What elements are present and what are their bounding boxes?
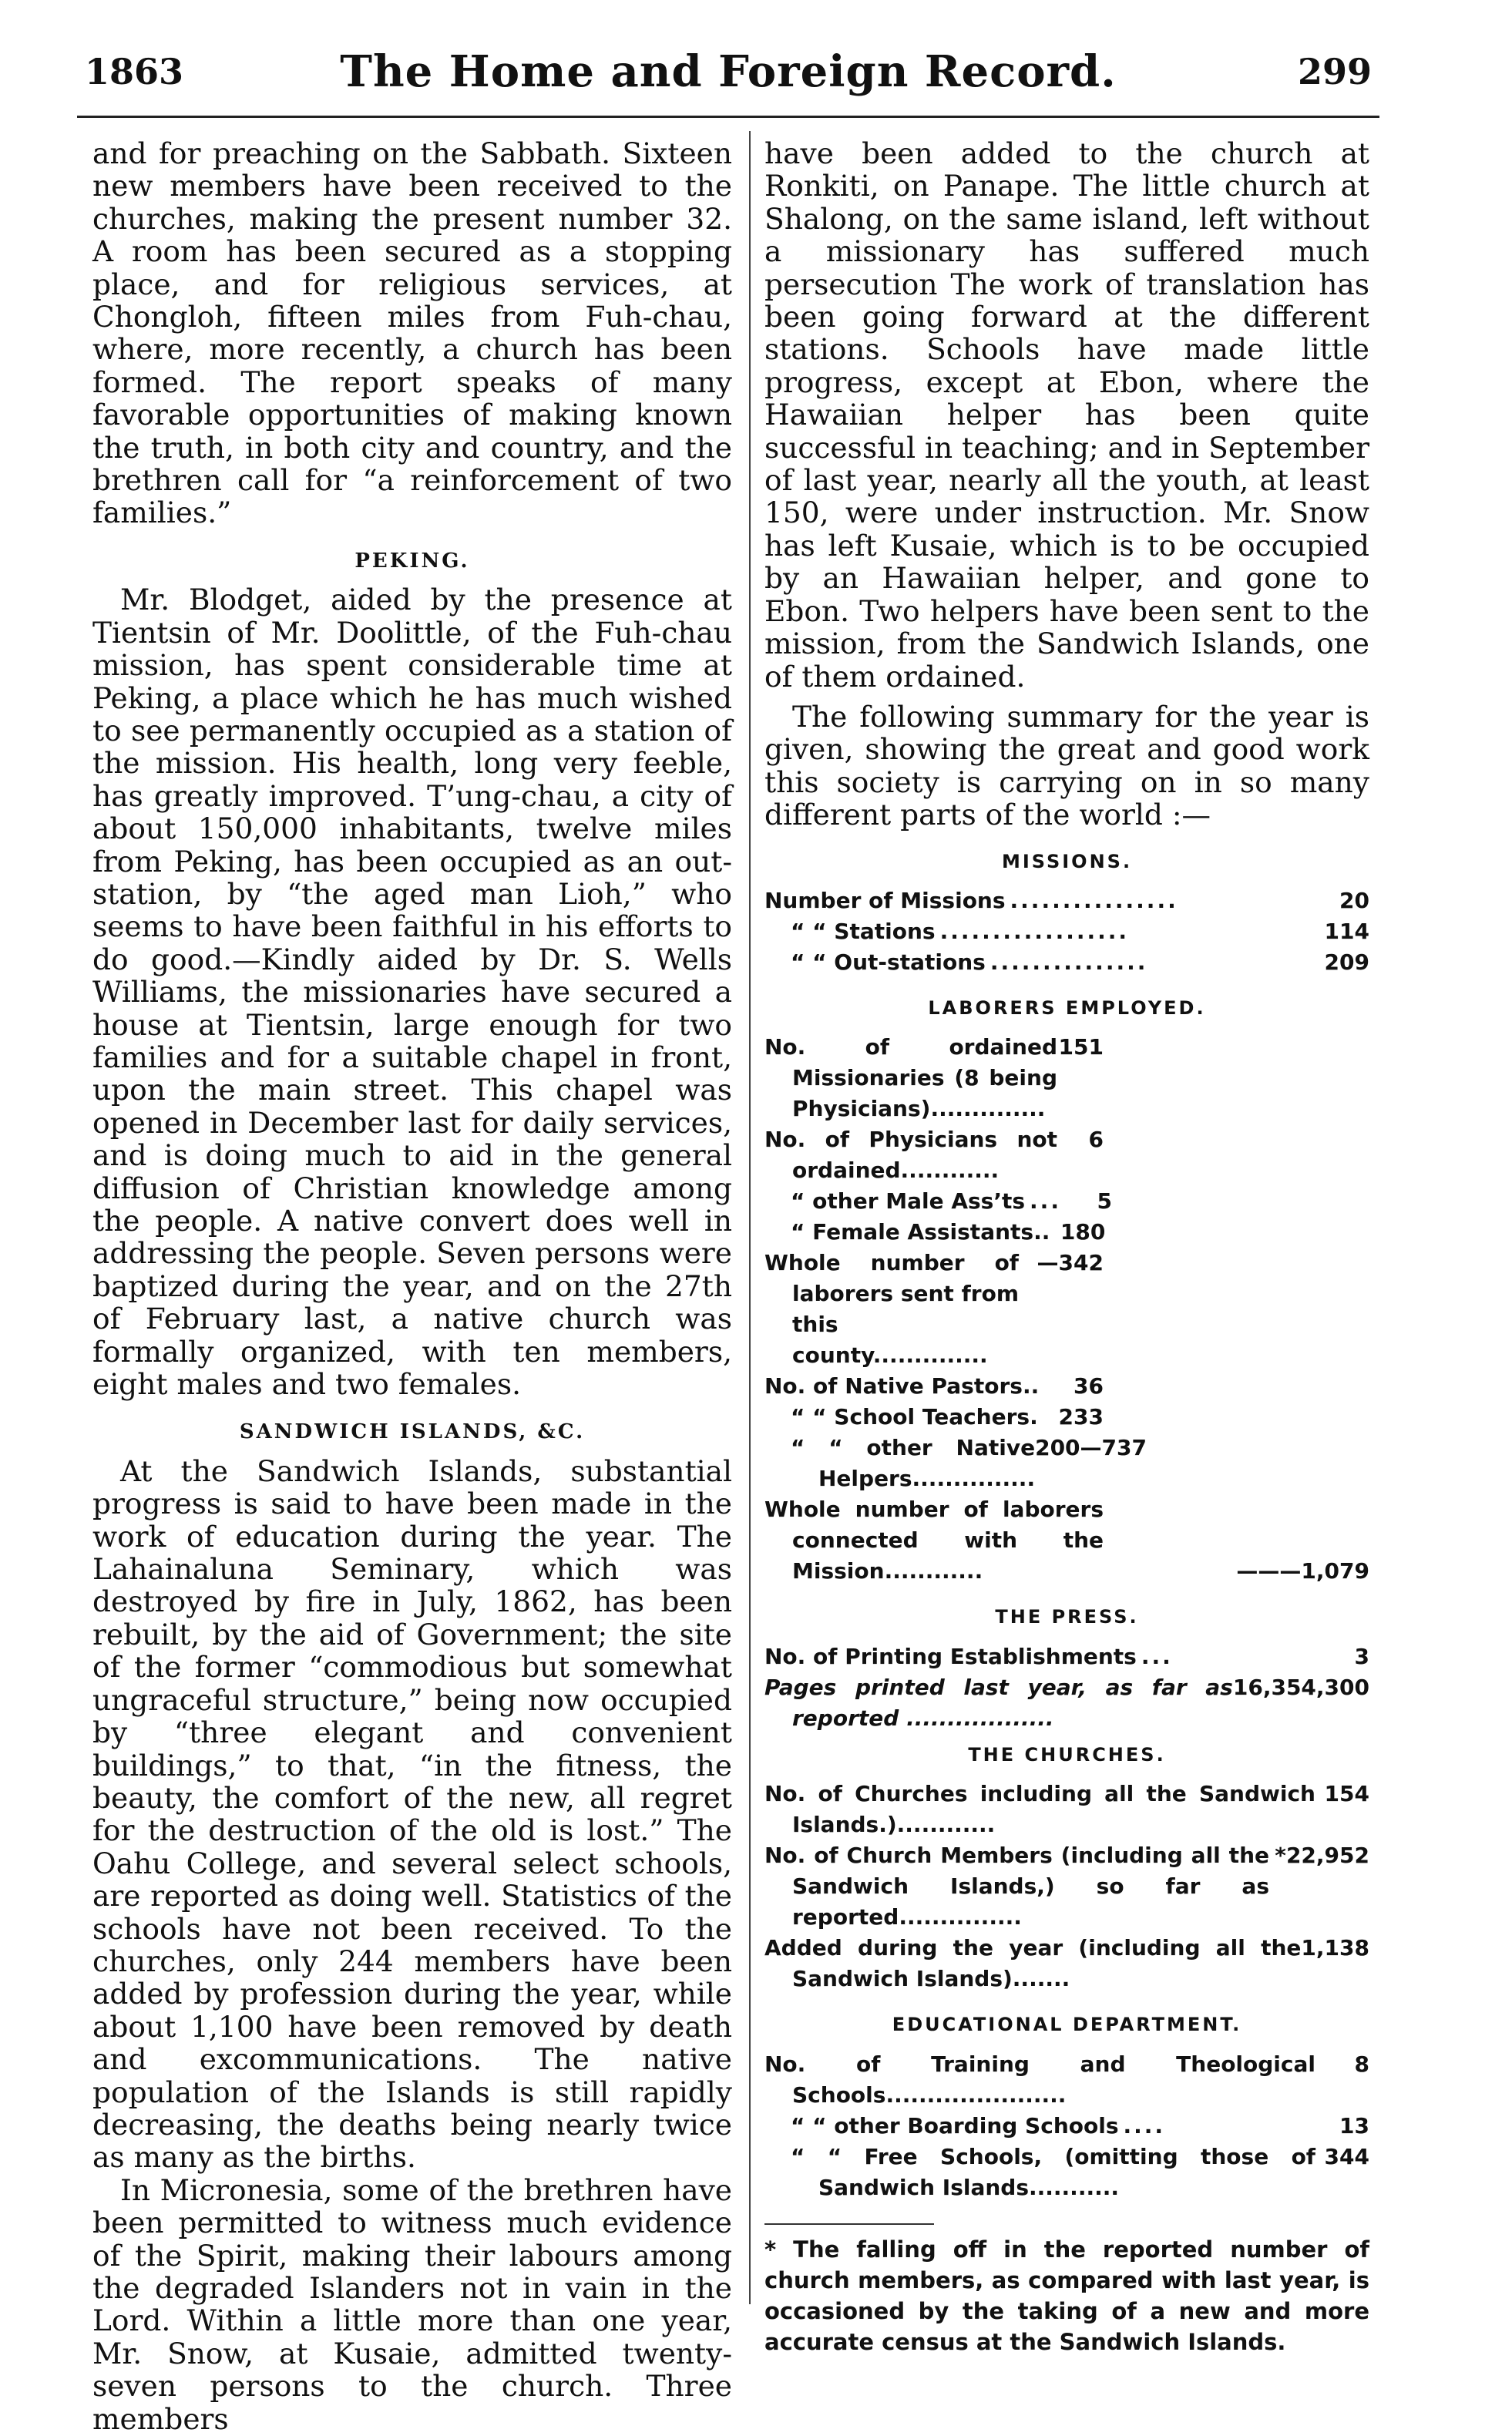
education-table [764,2049,1369,2203]
stat-value: 200—737 [1035,1435,1147,1461]
leader-dots: ............... [912,1466,1036,1492]
header-rule [77,116,1379,118]
paragraph-sandwich-islands: At the Sandwich Islands, substantial progress is said to have been made in the work of education during the year. The Lahainaluna Seminary, which was destroyed by fire in July, 1862, has been rebuilt, by the aid of Government; the site of the former “commodious but somewhat ungraceful structure,” being now occupied by “three elegant and convenient buildings,” to that, “in the fitness, the beauty, the comfort of the new, all regret for the destruction of the old is lost.” The Oahu College, and several select schools, are reported as doing well. Statistics of the schools have not been received. To the churches, only 244 members have been added by profession during the year, while about 1,100 have been removed by death and excommunications. The native population of the Islands is still rapidly decreasing, the deaths being nearly twice as many as the births. [92,1453,732,2175]
stat-row [764,1840,1369,1933]
stat-label: “ other Male Ass’ts [791,1188,1026,1215]
journal-title: The Home and Foreign Record. [340,46,1117,97]
leader-dots: ... [1141,1643,1173,1669]
stat-value: —342 [1037,1250,1104,1276]
stat-value: ———1,079 [1236,1558,1369,1584]
stat-row [764,916,1369,947]
stat-value: 151 [1058,1034,1104,1060]
stat-value: 344 [1324,2143,1369,2169]
stat-value: 154 [1324,1781,1369,1807]
stat-label: No. of Native Pastors.. [764,1373,1040,1399]
stat-row [764,2111,1369,2142]
stat-value: 114 [1324,918,1369,944]
stat-label: No. of Printing Establishments [764,1643,1137,1669]
stat-row [764,1186,1112,1217]
stat-row [764,1641,1369,1672]
laborers-sub-block [764,1032,1147,1494]
paragraph-fuh-chau: and for preaching on the Sabbath. Sixteen new members have been received to the churches, making the present number 32. A room has been secured as a stopping place, and for religious services, at Chongloh, fifteen miles from Fuh-chau, where, more recently, a church has been formed. The report speaks of many favorable opportunities of making known the truth, in both city and country, and the brethren call for “a reinforcement of two families.” [92,136,732,530]
stat-value: *22,952 [1275,1843,1369,1869]
stat-value: 233 [1058,1404,1104,1430]
paragraph-summary-intro: The following summary for the year is given, showing the great and good work this society is carrying on in so many different parts of the world :— [764,699,1369,832]
stat-row [764,1248,1104,1371]
heading-sandwich-islands: SANDWICH ISLANDS, &C. [239,1420,586,1444]
leader-dots: ....... [1012,1966,1070,1992]
stat-row [764,1217,1104,1248]
running-header [77,46,1379,108]
stat-row [764,1371,1104,1402]
heading-laborers: LABORERS EMPLOYED. [928,996,1206,1019]
heading-missions: MISSIONS. [1001,850,1133,872]
leader-dots: .............. [872,1342,988,1369]
leader-dots: ... [1030,1188,1061,1215]
stat-value: 209 [1324,949,1369,975]
stat-value: 20 [1339,887,1369,913]
stat-row [764,1402,1104,1433]
header-year: 1863 [85,51,184,92]
stat-label: “ “ other Boarding Schools [791,2112,1119,2139]
stat-value: 5 [1097,1188,1112,1215]
stat-label: No. of Church Members (including all the Sandwich Islands,) so far as reported............... [764,1843,1269,1930]
leader-dots: ...................... [885,2082,1067,2108]
right-column [764,137,1369,2357]
leader-dots: ........... [1029,2174,1120,2200]
leader-dots: ............ [896,1812,996,1838]
stat-value: 13 [1339,2112,1369,2139]
stat-value: 16,354,300 [1232,1674,1369,1700]
leader-dots: .............. [930,1096,1046,1122]
leader-dots: .................. [906,1705,1054,1731]
stat-row-whole [764,1494,1369,1587]
stat-value: 8 [1354,2051,1369,2077]
stat-label: “ “ Out-stations [791,949,986,975]
stat-row [764,2049,1369,2111]
stat-label: Added during the year (including all the Sandwich Islands)....... [764,1935,1302,1992]
stat-label: “ “ Stations [791,918,936,944]
leader-dots: ................ [1010,887,1178,913]
leader-dots: .................. [939,918,1130,944]
stat-row [764,1672,1369,1734]
stat-label: “ “ Free Schools, (omitting those of Sandwich Islands........... [791,2143,1315,2200]
stat-value: 6 [1088,1127,1104,1153]
leader-dots: ............ [900,1158,1000,1184]
paragraph-micronesia: In Micronesia, some of the brethren have been permitted to witness much evidence of the Spirit, making their labours among the degraded Islanders not in vain in the Lord. Within a little more than one year, Mr. Snow, at Kusaie, admitted twenty-seven persons to the church. Three members [92,2172,732,2436]
paragraph-micronesia-cont: have been added to the church at Ronkiti, on Panape. The little church at Shalong, on the same island, left without a missionary has suffered much persecution The work of translation has been going forward at the different stations. Schools have made little progress, except at Ebon, where the Hawaiian helper has been quite successful in teaching; and in September of last year, nearly all the youth, at least 150, were under instruction. Mr. Snow has left Kusaie, which is to be occupied by an Hawaiian helper, and gone to Ebon. Two helpers have been sent to the mission, from the Sandwich Islands, one of them ordained. [764,136,1369,694]
stat-row [764,885,1369,916]
stat-row [764,1124,1104,1186]
leader-dots: ............... [899,1904,1022,1930]
churches-table [764,1779,1369,1994]
heading-peking: PEKING. [354,549,470,573]
page-number: 299 [1297,51,1372,92]
left-column [92,137,732,2435]
stat-row [764,1933,1369,1994]
leader-dots: ............ [884,1558,983,1584]
paragraph-peking: Mr. Blodget, aided by the presence at Tientsin of Mr. Doolittle, of the Fuh-chau mission, has spent considerable time at Peking, a place which he has much wished to see permanently occupied as a station of the mission. His health, long very feeble, has greatly improved. T’ung-chau, a city of about 150,000 inhabitants, twelve miles from Peking, has been occupied as an out-station, by “the aged man Lioh,” who seems to have been faithful in his efforts to do good.—Kindly aided by Dr. S. Wells Williams, the missionaries have secured a house at Tientsin, large enough for two families and for a suitable chapel in front, upon the main street. This chapel was opened in December last for daily services, and is doing much to aid in the general diffusion of Christian knowledge among the people. A native convert does well in addressing the people. Seven persons were baptized during the year, and on the 27th of February last, a native church was formally organized, with ten members, eight males and two females. [92,583,732,1402]
missions-table [764,885,1369,978]
heading-churches: THE CHURCHES. [968,1743,1166,1766]
laborers-table [764,1032,1369,1587]
footnote: * The falling off in the reported number of church members, as compared with last year, is occasioned by the taking of a new and more accurate census at the Sandwich Islands. [764,2236,1369,2355]
stat-label: No. of Churches including all the Sandwich Islands.)............ [764,1781,1315,1838]
leader-dots: ............... [990,949,1148,975]
stat-value: 36 [1074,1373,1104,1399]
leader-dots: .... [1123,2112,1166,2139]
stat-label: No. of Training and Theological Schools...................... [764,2051,1315,2108]
heading-education: EDUCATIONAL DEPARTMENT. [892,2014,1242,2036]
stat-value: 180 [1060,1219,1106,1245]
stat-row [764,1779,1369,1840]
stat-label: Pages printed last year, as far as reported .................. [764,1674,1233,1731]
stat-label: Whole number of laborers connected with the Mission............ [764,1497,1104,1584]
stat-row [764,1032,1104,1124]
stat-label: “ “ other Native Helpers............... [791,1435,1036,1492]
stat-row [764,1433,1147,1494]
stat-label: No. of ordained Missionaries (8 being Physicians).............. [764,1034,1057,1122]
footnote-rule [764,2223,934,2225]
stat-label: Number of Missions [764,887,1006,913]
stat-row [764,2142,1369,2203]
stat-row [764,947,1369,978]
heading-press: THE PRESS. [995,1606,1139,1628]
stat-label: Whole number of laborers sent from this county.............. [764,1250,1019,1369]
stat-value: 1,138 [1301,1935,1369,1961]
stat-label: “ “ School Teachers. [791,1404,1038,1430]
stat-label: No. of Physicians not ordained............ [764,1127,1057,1184]
column-divider [749,131,751,2304]
stat-value: 3 [1354,1643,1369,1669]
stat-label: “ Female Assistants.. [791,1219,1050,1245]
press-table [764,1641,1369,1734]
